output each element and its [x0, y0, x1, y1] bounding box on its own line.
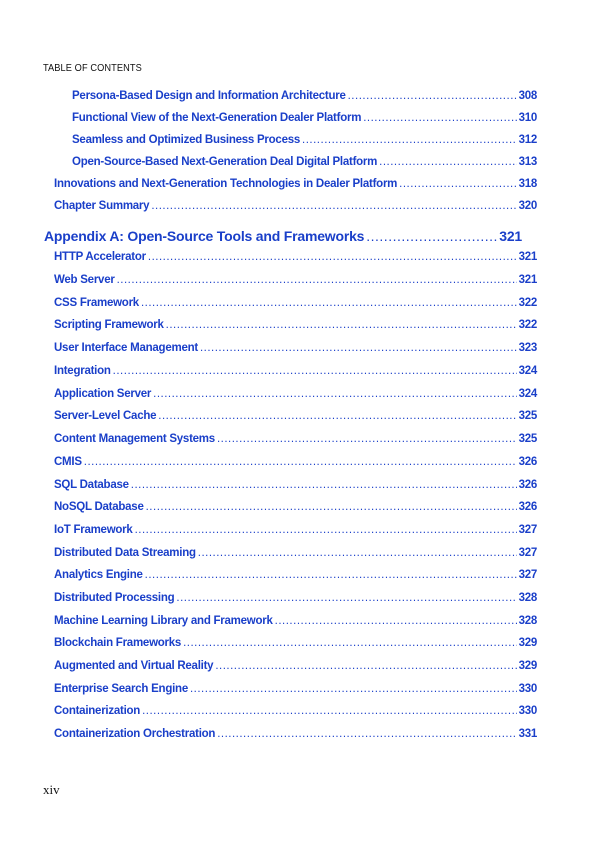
toc-entry-title: Open-Source-Based Next-Generation Deal Digital Platform	[72, 156, 378, 168]
toc-entry[interactable]	[54, 297, 537, 309]
dot-leader	[183, 637, 517, 649]
dot-leader	[158, 410, 516, 422]
toc-entry[interactable]	[54, 524, 537, 536]
toc-entry-title: Server-Level Cache	[54, 410, 157, 422]
toc-entry-page: 321	[499, 228, 522, 244]
toc-entry[interactable]	[54, 456, 537, 468]
dot-leader	[142, 705, 516, 717]
dot-leader	[363, 112, 516, 124]
toc-entry-page: 321	[518, 274, 537, 286]
toc-entry-title: Distributed Data Streaming	[54, 547, 196, 559]
dot-leader	[176, 592, 516, 604]
dot-leader	[379, 156, 516, 168]
dot-leader	[215, 660, 516, 672]
toc-entry[interactable]	[54, 569, 537, 581]
dot-leader	[348, 90, 517, 102]
toc-entry-page: 322	[518, 319, 537, 331]
toc-entry-page: 325	[518, 410, 537, 422]
toc-entry[interactable]	[54, 728, 537, 740]
toc-entry-title: Chapter Summary	[54, 200, 150, 212]
toc-entry-page: 324	[518, 388, 537, 400]
toc-entry-title: Content Management Systems	[54, 433, 215, 445]
dot-leader	[153, 388, 516, 400]
toc-entry-page: 329	[518, 660, 537, 672]
toc-entry-title: Blockchain Frameworks	[54, 637, 182, 649]
toc-entry[interactable]	[54, 683, 537, 695]
toc-entry-page: 326	[518, 456, 537, 468]
toc-entry-page: 327	[518, 524, 537, 536]
toc-entry[interactable]	[54, 251, 537, 263]
toc-entry[interactable]	[54, 342, 537, 354]
toc-entry-title: Machine Learning Library and Framework	[54, 615, 273, 627]
dot-leader	[302, 134, 517, 146]
toc-entry-page: 320	[518, 200, 537, 212]
toc-entry-page: 326	[518, 501, 537, 513]
dot-leader	[84, 456, 517, 468]
toc-entry[interactable]	[72, 112, 537, 124]
toc-entry[interactable]	[54, 365, 537, 377]
toc-entry-title: IoT Framework	[54, 524, 133, 536]
dot-leader	[198, 547, 517, 559]
toc-entry-title: Application Server	[54, 388, 152, 400]
toc-entry-title: Analytics Engine	[54, 569, 143, 581]
toc-entry-title: User Interface Management	[54, 342, 198, 354]
toc-entry-title: Containerization	[54, 705, 141, 717]
toc-entry-title: Web Server	[54, 274, 115, 286]
dot-leader	[146, 501, 517, 513]
dot-leader	[131, 479, 517, 491]
running-head: TABLE OF CONTENTS	[43, 62, 142, 74]
dot-leader	[399, 178, 516, 190]
toc-entry-page: 331	[518, 728, 537, 740]
dot-leader	[135, 524, 517, 536]
dot-leader	[275, 615, 517, 627]
toc-entry-title: Persona-Based Design and Information Architecture	[72, 90, 346, 102]
dot-leader	[190, 683, 517, 695]
toc-entry-page: 327	[518, 569, 537, 581]
toc-entry[interactable]	[54, 200, 537, 212]
toc-entry[interactable]	[54, 274, 537, 286]
toc-entry[interactable]	[54, 660, 537, 672]
toc-entry[interactable]	[54, 705, 537, 717]
toc-entry-page: 330	[518, 683, 537, 695]
toc-entry-page: 313	[518, 156, 537, 168]
dot-leader	[113, 365, 517, 377]
toc-entry-page: 329	[518, 637, 537, 649]
dot-leader	[217, 728, 516, 740]
toc-entry-title: Augmented and Virtual Reality	[54, 660, 214, 672]
dot-leader	[145, 569, 517, 581]
toc-entry[interactable]	[72, 134, 537, 146]
dot-leader	[148, 251, 517, 263]
toc-entry-title: Integration	[54, 365, 111, 377]
dot-leader	[117, 274, 517, 286]
toc-entry-title: Containerization Orchestration	[54, 728, 216, 740]
toc-entry-title: Appendix A: Open-Source Tools and Frameworks	[44, 228, 365, 244]
toc-entry-page: 327	[518, 547, 537, 559]
toc-entry-title: Distributed Processing	[54, 592, 175, 604]
toc-entry[interactable]	[72, 90, 537, 102]
toc-entry-page: 325	[518, 433, 537, 445]
toc-entry-page: 321	[518, 251, 537, 263]
toc-entry-title: Scripting Framework	[54, 319, 164, 331]
toc-entry-page: 324	[518, 365, 537, 377]
toc-entry[interactable]	[54, 433, 537, 445]
dot-leader	[366, 228, 497, 244]
toc-entry-title: Seamless and Optimized Business Process	[72, 134, 301, 146]
toc-entry[interactable]	[54, 388, 537, 400]
dot-leader	[200, 342, 517, 354]
toc-entry[interactable]	[54, 637, 537, 649]
toc-entry-title: HTTP Accelerator	[54, 251, 146, 263]
dot-leader	[151, 200, 516, 212]
toc-entry-page: 318	[518, 178, 537, 190]
toc-entry[interactable]	[54, 410, 537, 422]
toc-entry-title: SQL Database	[54, 479, 129, 491]
toc-entry[interactable]	[54, 501, 537, 513]
toc-entry-title: Innovations and Next-Generation Technologies in Dealer Platform	[54, 178, 398, 190]
toc-entry-title: Functional View of the Next-Generation Dealer Platform	[72, 112, 362, 124]
toc-entry-page: 323	[518, 342, 537, 354]
toc-entry[interactable]	[54, 319, 537, 331]
toc-entry-page: 330	[518, 705, 537, 717]
toc-appendix-heading[interactable]	[44, 228, 522, 244]
toc-entry[interactable]	[54, 479, 537, 491]
toc-entry[interactable]	[72, 156, 537, 168]
page-number: xiv	[43, 782, 60, 797]
toc-entry-title: Enterprise Search Engine	[54, 683, 188, 695]
toc-entry-page: 326	[518, 479, 537, 491]
toc-entry-page: 328	[518, 615, 537, 627]
dot-leader	[217, 433, 517, 445]
dot-leader	[166, 319, 517, 331]
toc-entry-page: 322	[518, 297, 537, 309]
dot-leader	[141, 297, 517, 309]
toc-entry-title: NoSQL Database	[54, 501, 144, 513]
toc-entry[interactable]	[54, 615, 537, 627]
toc-entry-page: 312	[518, 134, 537, 146]
toc-entry-page: 310	[518, 112, 537, 124]
toc-entry[interactable]	[54, 178, 537, 190]
toc-entry-title: CSS Framework	[54, 297, 139, 309]
toc-entry-page: 328	[518, 592, 537, 604]
toc-entry[interactable]	[54, 592, 537, 604]
toc-entry-title: CMIS	[54, 456, 82, 468]
toc-entry[interactable]	[54, 547, 537, 559]
toc-entry-page: 308	[518, 90, 537, 102]
